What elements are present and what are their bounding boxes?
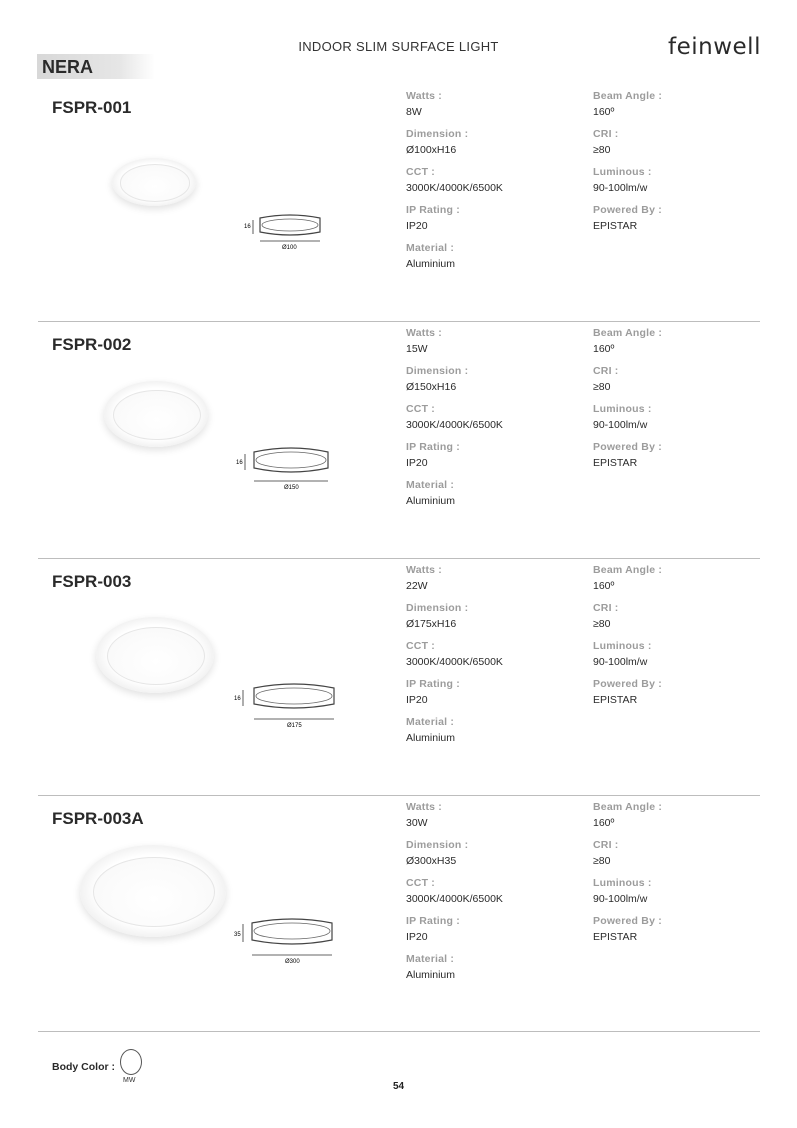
material-label: Material : — [406, 479, 455, 491]
ip-rating-value: IP20 — [406, 694, 428, 706]
beam-angle-value: 160º — [593, 106, 615, 118]
body-color-label: Body Color : — [52, 1061, 115, 1073]
cri-value: ≥80 — [593, 618, 611, 630]
dimension-drawing — [232, 444, 336, 492]
page-number: 54 — [392, 1081, 405, 1092]
product-model: FSPR-002 — [52, 335, 132, 354]
beam-angle-label: Beam Angle : — [593, 801, 663, 813]
material-value: Aluminium — [406, 969, 456, 981]
product-model: FSPR-001 — [52, 98, 132, 117]
product-section — [0, 562, 797, 799]
cri-value: ≥80 — [593, 855, 611, 867]
section-divider — [38, 558, 760, 559]
dimension-label: Dimension : — [406, 839, 469, 851]
cri-label: CRI : — [593, 602, 619, 614]
watts-label: Watts : — [406, 564, 443, 576]
beam-angle-label: Beam Angle : — [593, 90, 663, 102]
brand-logo: feinwell — [668, 34, 761, 60]
luminous-value: 90-100lm/w — [593, 893, 648, 905]
material-label: Material : — [406, 953, 455, 965]
diameter-label: Ø175 — [287, 723, 302, 729]
beam-angle-value: 160º — [593, 343, 615, 355]
watts-label: Watts : — [406, 327, 443, 339]
cri-value: ≥80 — [593, 144, 611, 156]
product-model: FSPR-003 — [52, 572, 132, 591]
beam-angle-label: Beam Angle : — [593, 564, 663, 576]
cct-value: 3000K/4000K/6500K — [406, 893, 503, 905]
diameter-label: Ø100 — [282, 245, 297, 251]
product-photo — [112, 158, 196, 206]
powered-by-value: EPISTAR — [593, 694, 638, 706]
cct-label: CCT : — [406, 640, 435, 652]
dimension-value: Ø175xH16 — [406, 618, 457, 630]
color-swatch-code: MW — [123, 1077, 136, 1084]
material-value: Aluminium — [406, 258, 456, 270]
cct-label: CCT : — [406, 877, 435, 889]
ip-rating-value: IP20 — [406, 457, 428, 469]
luminous-label: Luminous : — [593, 877, 652, 889]
height-label: 16 — [236, 460, 243, 466]
height-label: 16 — [244, 224, 251, 230]
ip-rating-label: IP Rating : — [406, 441, 460, 453]
diameter-label: Ø300 — [285, 959, 300, 965]
powered-by-label: Powered By : — [593, 678, 662, 690]
material-label: Material : — [406, 242, 455, 254]
cri-label: CRI : — [593, 839, 619, 851]
powered-by-value: EPISTAR — [593, 457, 638, 469]
cct-value: 3000K/4000K/6500K — [406, 656, 503, 668]
luminous-label: Luminous : — [593, 166, 652, 178]
dimension-label: Dimension : — [406, 365, 469, 377]
page-heading: INDOOR SLIM SURFACE LIGHT — [298, 39, 499, 54]
watts-value: 22W — [406, 580, 428, 592]
cri-label: CRI : — [593, 365, 619, 377]
cct-value: 3000K/4000K/6500K — [406, 419, 503, 431]
luminous-value: 90-100lm/w — [593, 656, 648, 668]
luminous-label: Luminous : — [593, 640, 652, 652]
material-value: Aluminium — [406, 495, 456, 507]
height-label: 35 — [234, 932, 241, 938]
luminous-label: Luminous : — [593, 403, 652, 415]
powered-by-value: EPISTAR — [593, 220, 638, 232]
dimension-label: Dimension : — [406, 602, 469, 614]
watts-value: 15W — [406, 343, 428, 355]
watts-value: 30W — [406, 817, 428, 829]
product-photo — [80, 845, 226, 937]
ip-rating-label: IP Rating : — [406, 678, 460, 690]
height-label: 16 — [234, 696, 241, 702]
section-divider — [38, 321, 760, 322]
ip-rating-label: IP Rating : — [406, 204, 460, 216]
dimension-drawing — [240, 212, 330, 252]
powered-by-label: Powered By : — [593, 441, 662, 453]
color-swatch — [120, 1049, 142, 1075]
dimension-label: Dimension : — [406, 128, 469, 140]
ip-rating-value: IP20 — [406, 931, 428, 943]
product-photo — [104, 381, 208, 447]
watts-value: 8W — [406, 106, 422, 118]
product-section — [0, 325, 797, 562]
cri-label: CRI : — [593, 128, 619, 140]
section-divider — [38, 795, 760, 796]
dimension-value: Ø100xH16 — [406, 144, 457, 156]
luminous-value: 90-100lm/w — [593, 419, 648, 431]
product-model: FSPR-003A — [52, 809, 144, 828]
product-section — [0, 88, 797, 325]
dimension-drawing — [230, 680, 342, 730]
beam-angle-value: 160º — [593, 580, 615, 592]
dimension-value: Ø300xH35 — [406, 855, 457, 867]
dimension-drawing — [230, 914, 340, 966]
beam-angle-label: Beam Angle : — [593, 327, 663, 339]
material-label: Material : — [406, 716, 455, 728]
powered-by-value: EPISTAR — [593, 931, 638, 943]
cct-label: CCT : — [406, 166, 435, 178]
footer-divider — [38, 1031, 760, 1032]
product-photo — [96, 617, 214, 693]
ip-rating-value: IP20 — [406, 220, 428, 232]
cct-value: 3000K/4000K/6500K — [406, 182, 503, 194]
watts-label: Watts : — [406, 801, 443, 813]
watts-label: Watts : — [406, 90, 443, 102]
powered-by-label: Powered By : — [593, 915, 662, 927]
cri-value: ≥80 — [593, 381, 611, 393]
diameter-label: Ø150 — [284, 485, 299, 491]
series-name: NERA — [42, 57, 94, 77]
ip-rating-label: IP Rating : — [406, 915, 460, 927]
powered-by-label: Powered By : — [593, 204, 662, 216]
cct-label: CCT : — [406, 403, 435, 415]
product-section — [0, 799, 797, 1036]
dimension-value: Ø150xH16 — [406, 381, 457, 393]
luminous-value: 90-100lm/w — [593, 182, 648, 194]
material-value: Aluminium — [406, 732, 456, 744]
beam-angle-value: 160º — [593, 817, 615, 829]
